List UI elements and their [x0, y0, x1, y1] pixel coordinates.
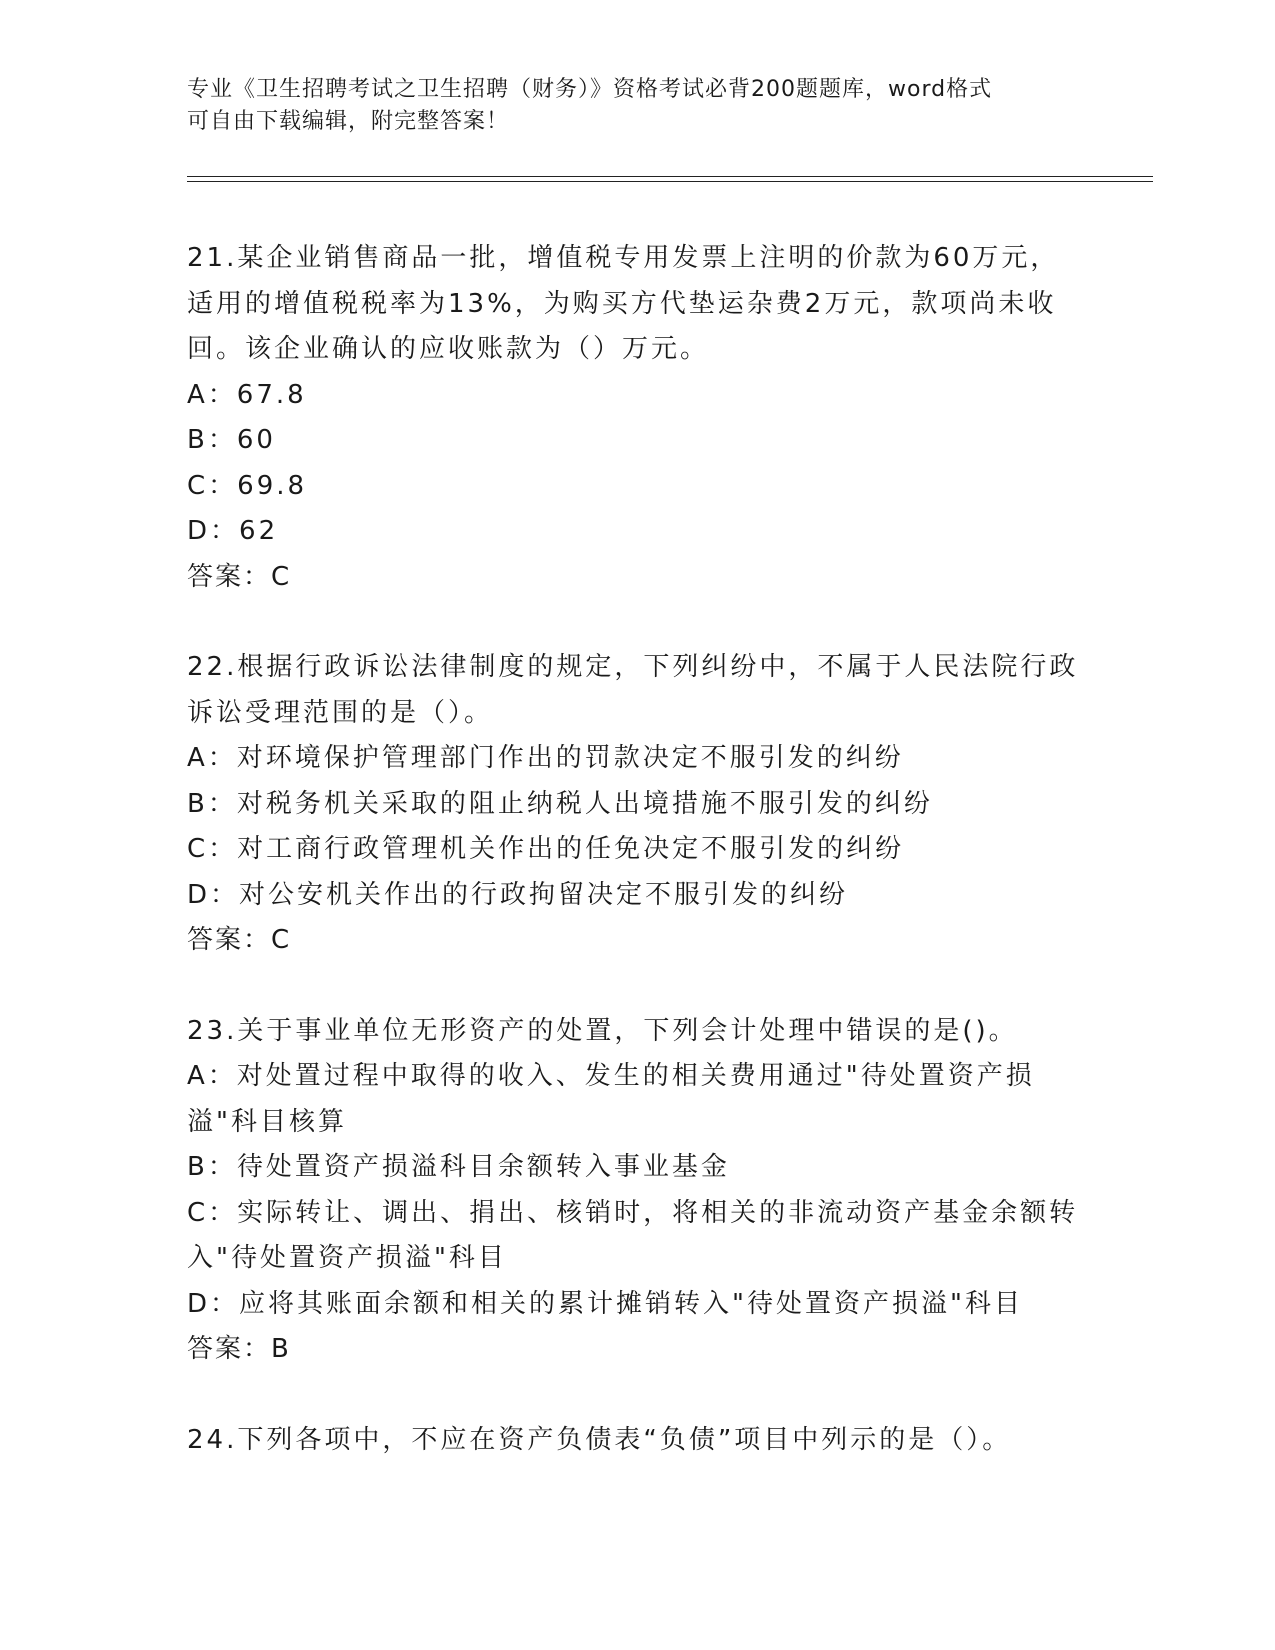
option-a: A：对环境保护管理部门作出的罚款决定不服引发的纠纷: [187, 743, 904, 773]
option-d: D：62: [187, 516, 279, 546]
answer: 答案：B: [187, 1334, 291, 1364]
header-double-rule: [187, 176, 1153, 182]
document-header: [187, 74, 1067, 138]
question-23: [187, 1009, 1087, 1373]
option-c: C：实际转让、调出、捐出、核销时，将相关的非流动资产基金余额转入"待处置资产损溢"科目: [187, 1197, 1079, 1273]
question-21: [187, 236, 1087, 600]
answer: 答案：C: [187, 561, 292, 592]
option-b: B：待处置资产损溢科目余额转入事业基金: [187, 1152, 730, 1182]
question-stem: 21.某企业销售商品一批，增值税专用发票上注明的价款为60万元，适用的增值税税率为13%，为购买方代垫运杂费2万元，款项尚未收回。该企业确认的应收账款为（）万元。: [187, 243, 1060, 364]
question-stem: 22.根据行政诉讼法律制度的规定，下列纠纷中，不属于人民法院行政诉讼受理范围的是（）。: [187, 652, 1079, 728]
option-a: A：对处置过程中取得的收入、发生的相关费用通过"待处置资产损溢"科目核算: [187, 1061, 1035, 1137]
header-title-line-2: 可自由下载编辑，附完整答案！: [187, 109, 510, 134]
option-c: C：对工商行政管理机关作出的任免决定不服引发的纠纷: [187, 834, 905, 864]
question-stem: 23.关于事业单位无形资产的处置，下列会计处理中错误的是()。: [187, 1015, 1018, 1046]
question-24: [187, 1418, 1087, 1464]
answer: 答案：C: [187, 925, 292, 955]
option-b: B：对税务机关采取的阻止纳税人出境措施不服引发的纠纷: [187, 788, 933, 819]
option-d: D：对公安机关作出的行政拘留决定不服引发的纠纷: [187, 879, 849, 910]
option-d: D：应将其账面余额和相关的累计摊销转入"待处置资产损溢"科目: [187, 1288, 1023, 1319]
option-a: A：67.8: [187, 379, 307, 410]
question-22: [187, 645, 1087, 964]
option-c: C：69.8: [187, 470, 308, 501]
option-b: B：60: [187, 425, 276, 455]
question-stem: 24.下列各项中，不应在资产负债表“负债”项目中列示的是（）。: [187, 1424, 1012, 1455]
header-title-line-1: 专业《卫生招聘考试之卫生招聘（财务）》资格考试必背200题题库，word格式: [187, 77, 993, 102]
question-list: [187, 236, 1087, 1508]
